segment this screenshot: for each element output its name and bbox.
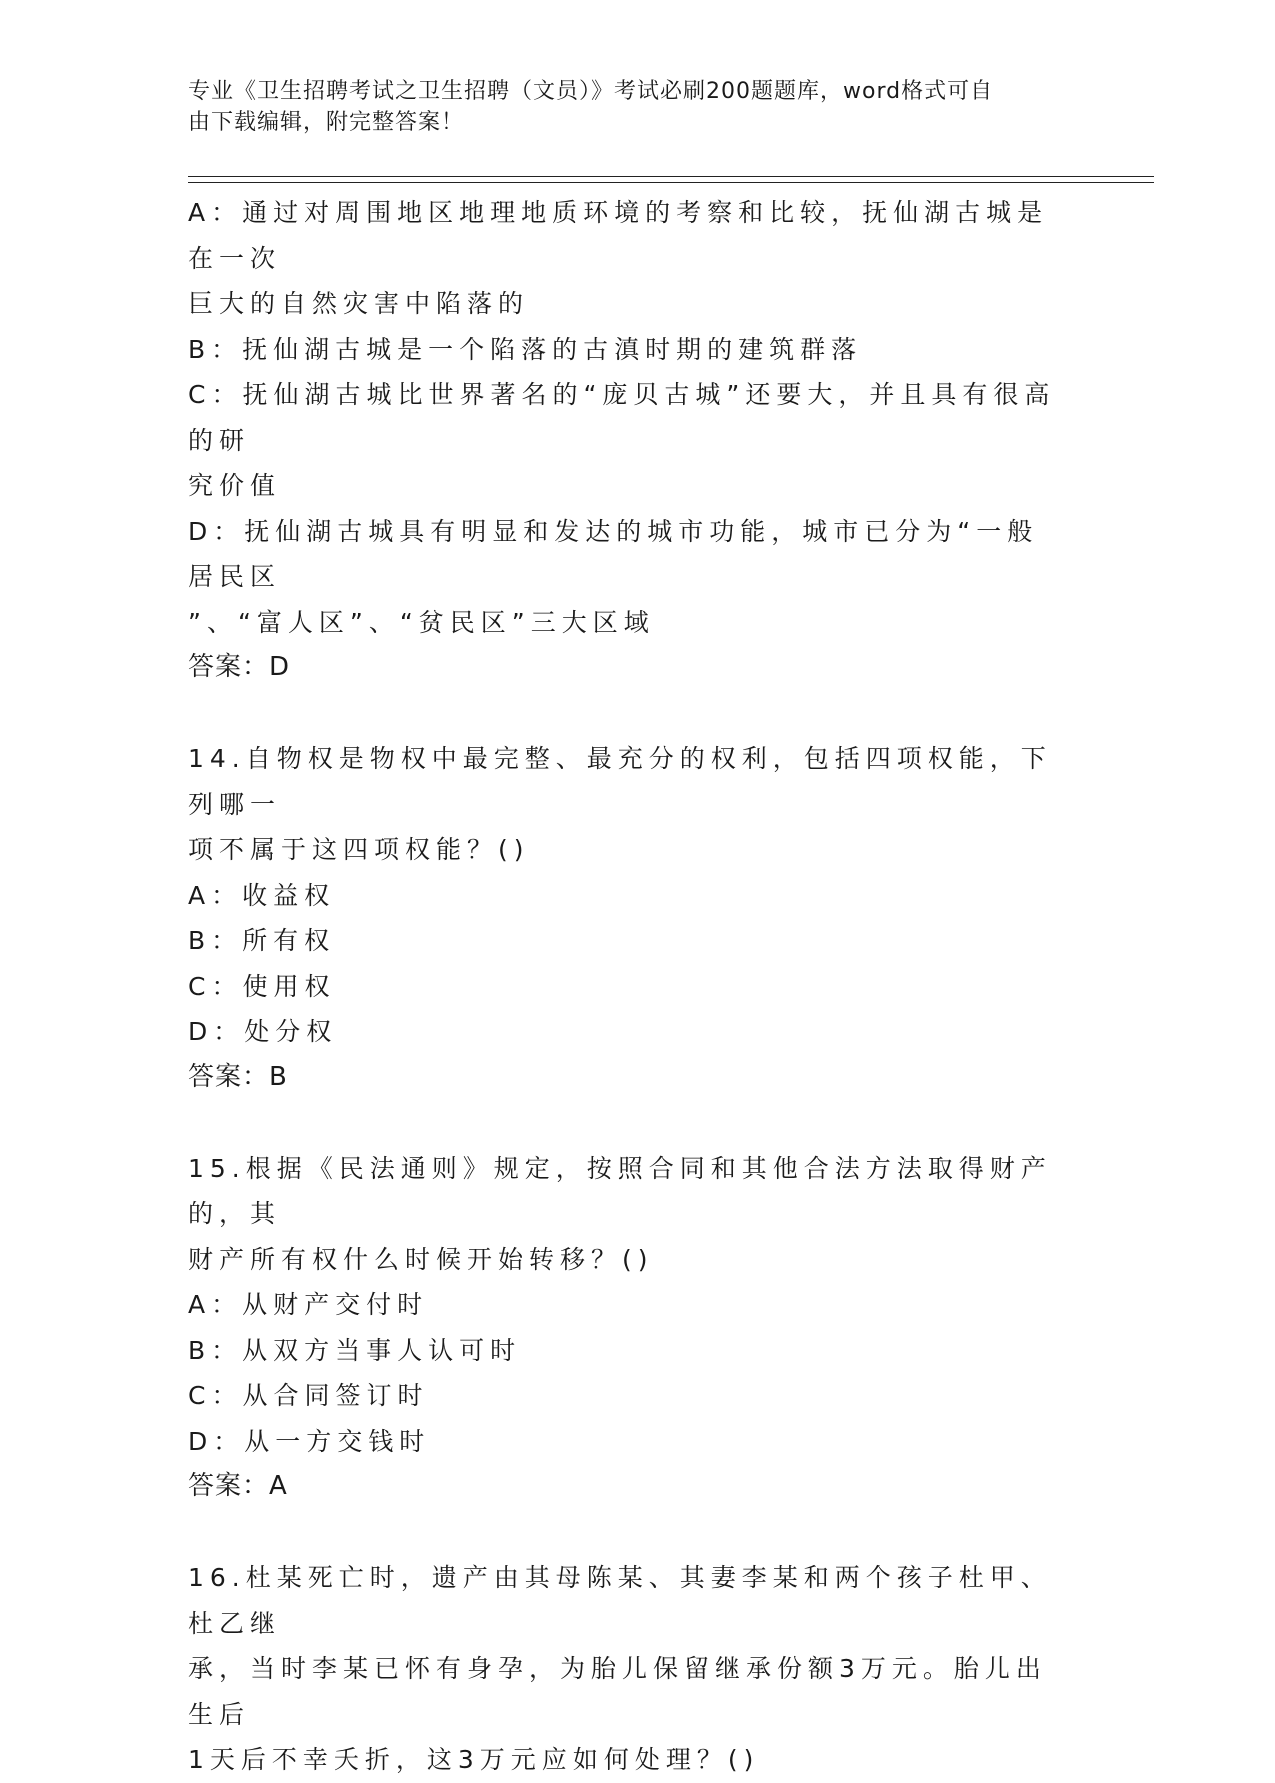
option-a: A：从财产交付时	[188, 1290, 429, 1319]
option-c: C：使用权	[188, 971, 336, 1001]
answer: 答案：D	[188, 652, 291, 682]
answer: 答案：B	[188, 1061, 288, 1092]
option-a-line-1: A：通过对周围地区地理地质环境的考察和比较，抚仙湖古城是在一次	[188, 198, 1049, 273]
question-14	[188, 736, 1068, 1100]
spacer	[188, 691, 1068, 737]
question-stem-line-3: 1天后不幸夭折，这3万元应如何处理？()	[188, 1745, 760, 1774]
header-divider-top	[188, 176, 1154, 177]
option-b: B：所有权	[188, 926, 336, 955]
answer: 答案：A	[188, 1471, 288, 1501]
option-c: C：从合同签订时	[188, 1381, 429, 1410]
question-stem-line-1: 14.自物权是物权中最完整、最充分的权利，包括四项权能，下列哪一	[188, 744, 1052, 819]
question-stem-line-2: 财产所有权什么时候开始转移？()	[188, 1244, 654, 1274]
question-list	[188, 190, 1068, 1783]
option-a: A：收益权	[188, 880, 336, 910]
question-stem-line-1: 15.根据《民法通则》规定，按照合同和其他合法方法取得财产的，其	[188, 1153, 1052, 1228]
question-16	[188, 1555, 1068, 1783]
header-line-2: 由下载编辑，附完整答案！	[188, 110, 465, 135]
option-c-line-2: 究价值	[188, 471, 282, 500]
question-13	[188, 190, 1068, 691]
question-stem-line-2: 承，当时李某已怀有身孕，为胎儿保留继承份额3万元。胎儿出生后	[188, 1654, 1047, 1729]
spacer	[188, 1100, 1068, 1146]
option-d-line-2: ”、“富人区”、“贫民区”三大区域	[188, 607, 655, 637]
option-d-line-1: D：抚仙湖古城具有明显和发达的城市功能，城市已分为“一般居民区	[188, 516, 1039, 591]
header-line-1: 专业《卫生招聘考试之卫生招聘（文员）》考试必刷200题题库，word格式可自	[188, 79, 994, 104]
spacer	[188, 1510, 1068, 1556]
option-a-line-2: 巨大的自然灾害中陷落的	[188, 289, 530, 318]
document-header	[188, 76, 1068, 138]
option-d: D：从一方交钱时	[188, 1426, 431, 1456]
question-stem-line-1: 16.杜某死亡时，遗产由其母陈某、其妻李某和两个孩子杜甲、杜乙继	[188, 1563, 1052, 1638]
option-b: B：从双方当事人认可时	[188, 1335, 522, 1365]
question-stem-line-2: 项不属于这四项权能？()	[188, 835, 530, 864]
option-c-line-1: C：抚仙湖古城比世界著名的“庞贝古城”还要大，并且具有很高的研	[188, 380, 1056, 455]
option-d: D：处分权	[188, 1017, 338, 1046]
header-divider-bottom	[188, 182, 1154, 183]
option-b: B：抚仙湖古城是一个陷落的古滇时期的建筑群落	[188, 334, 863, 364]
question-15	[188, 1146, 1068, 1510]
